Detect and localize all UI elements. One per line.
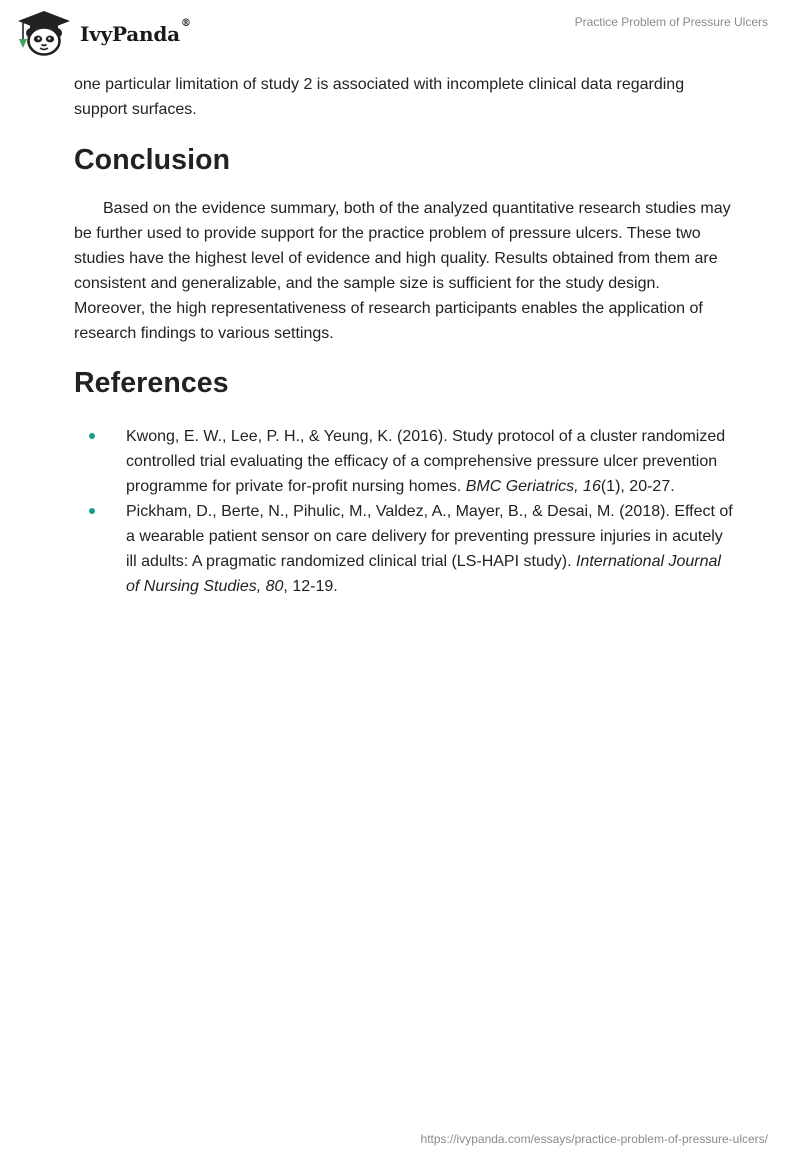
- reference-item: [74, 424, 734, 499]
- bullet-icon: [89, 508, 95, 514]
- logo-wordmark: IvyPanda®: [80, 18, 191, 46]
- ivypanda-logo[interactable]: [14, 8, 191, 58]
- reference-journal: BMC Geriatrics, 16: [465, 478, 601, 495]
- panda-graduate-icon: [14, 8, 74, 58]
- references-heading: References: [74, 367, 229, 399]
- references-list: [74, 424, 734, 599]
- document-body: [74, 72, 734, 599]
- conclusion-paragraph: Based on the evidence summary, both of the analyzed quantitative research studies may be further used to provide support for the practice problem of pressure ulcers. These two studies have the highest level of evidence and high quality. Results obtained from them are consistent and generalizable, and the sample size is sufficient for the study design. Moreover, the high representativeness of research participants enables the application of research findings to various settings.: [74, 200, 731, 342]
- intro-paragraph: one particular limitation of study 2 is associated with incomplete clinical data regarding support surfaces.: [74, 76, 685, 118]
- reference-journal: International Journal of Nursing Studies, 80: [126, 553, 721, 595]
- document-header-title: Practice Problem of Pressure Ulcers: [574, 15, 768, 29]
- reference-text: Kwong, E. W., Lee, P. H., & Yeung, K. (2016). Study protocol of a cluster randomized controlled trial evaluating the efficacy of a comprehensive pressure ulcer prevention programme for private for-profit nursing homes.: [126, 428, 726, 495]
- conclusion-heading: Conclusion: [74, 144, 231, 176]
- footer-url-link[interactable]: https://ivypanda.com/essays/practice-problem-of-pressure-ulcers/: [420, 1132, 768, 1146]
- reference-text: Pickham, D., Berte, N., Pihulic, M., Valdez, A., Mayer, B., & Desai, M. (2018). Effect of a wearable patient sensor on care delivery for preventing pressure injuries in acutely ill adults: A pragmatic randomized clinical trial (LS-HAPI study).: [126, 503, 733, 570]
- reference-details: , 12-19.: [283, 578, 338, 595]
- bullet-icon: [89, 433, 95, 439]
- reference-item: [74, 499, 734, 599]
- reference-details: (1), 20-27.: [600, 478, 675, 495]
